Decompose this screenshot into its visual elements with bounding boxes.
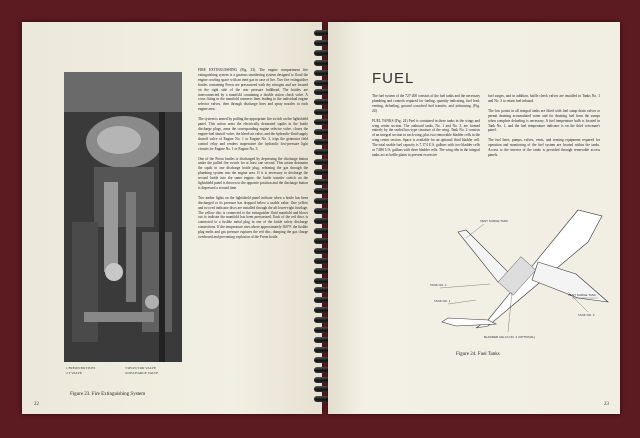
paragraph [488, 138, 600, 158]
paragraph-text: The fuel lines, pumps, valves, vents, and sensing equipment required for operation and monitoring of the fuel system are located within the tanks. Access to the interior of the tanks is provided through removable access panels. [488, 138, 600, 158]
paragraph-text: fuel surges, and in addition, baffle check valves are installed in Tanks No. 1 and No. 3 to retain fuel inboard. [488, 94, 600, 103]
paragraph [198, 196, 308, 240]
paragraph-text: The low points in all integral tanks are fitted with fuel sump drain valves to permit draining accumulated water and for draining fuel from the sumps when complete defueling is necessary. A fuel temperature bulb is located in Tank No. 1, and the fuel temperature indicator is on the third crewman's panel. [488, 108, 600, 133]
paragraph [488, 109, 600, 134]
body-text-column-1 [372, 94, 480, 163]
legend-item: 2 T VALVE [66, 371, 83, 375]
figure-caption: Figure 23. Fire Extinguishing System [70, 392, 146, 397]
legend-item: 1 FREON BOTTLES [66, 366, 96, 370]
paragraph-heading: FUEL TANKS [372, 118, 394, 123]
section-title: FUEL [372, 70, 415, 87]
paragraph-text: (Fig. 23). The engine compartment fire extinguishing system is a gaseous smothering system designed to flood the engine cowling space with an inert gas in case of fire. Two fire extinguisher bottles containing Freon are pressurized with dry nitrogen and are located on the right side of the rear pressure bulkhead. The bottles are interconnected by a manifold containing a double action check valve. A cross fitting in the manifold connects lines leading to the individual engine selector valves, then through discharge lines and spray nozzles to each engine area. [198, 68, 308, 112]
legend-item: 3 SELECTOR VALVE [124, 366, 157, 370]
paragraph [372, 94, 480, 114]
figure-caption: Figure 24. Fuel Tanks [456, 352, 500, 357]
body-text-column [198, 68, 308, 245]
paragraph [198, 157, 308, 191]
body-text-column-2 [488, 94, 600, 163]
paragraph-text: The fuel system of the 727-200 consists of the fuel tanks and the necessary plumbing and controls required for fueling, quantity indicating, fuel feed, venting, defueling, ground crossfeed fuel transfer, and jettisoning. (Fig. 24) [372, 94, 480, 113]
paragraph-heading: FIRE EXTINGUISHING [198, 68, 238, 72]
paragraph [198, 68, 308, 112]
legend-item: 4 DISCHARGE VALVE [124, 371, 159, 375]
page-number: 23 [604, 402, 609, 407]
paragraph [488, 94, 600, 104]
diagram-label: VENT SURGE TANK [568, 293, 597, 297]
paragraph-text: The system is armed by pulling the appropriate fire switch on the lightshield panel. This action arms the electrically detonated squibs in the bottle discharge plugs, arms the corresponding engine selector valve, closes the engine-fuel shutoff valve, the bleed-air valve, and the hydraulic-fluid supply shutoff valve of Engine No. 1 or Engine No. 3, trips the generator field control relay and renders inoperative the hydraulic low-pressure light circuits for Engine No. 1 or Engine No. 3. [198, 117, 308, 151]
left-page [22, 22, 322, 414]
fuel-tanks-diagram [428, 202, 612, 342]
photo-legend [66, 366, 186, 376]
page-number: 22 [34, 402, 39, 407]
open-manual [22, 22, 620, 414]
paragraph [198, 117, 308, 151]
paragraph [372, 119, 480, 158]
right-page [328, 22, 620, 414]
fire-extinguishing-photo [64, 72, 182, 362]
diagram-label: BLADDER CELLS NO. 2 (OPTIONAL) [484, 335, 536, 339]
paragraph-text: Two amber lights on the lightshield panel indicate when a bottle has been discharged or its pressure has dropped below a usable value. One yellow and two red indicator discs are installed through the aft lower-right fuselage. The yellow disc is connected to the extinguisher fluid manifold and blows out to indicate the manifold has been pressurized. Each of the red discs is connected to a fusible metal plug in one of the bottle safety discharge connections. If the temperature rises above approximately 360°F. the fusible plug melts and gas pressure ruptures the red disc, dumping the gas charge overboard and preventing explosion of the Freon bottle. [198, 195, 308, 240]
paragraph-text: (Fig. 24) Fuel is contained in three tanks in the wings and wing center section. The outboard tanks, No. 1 and No. 3, are formed entirely by the sealed box-type structure of the wing. Tank No. 2 consists of an integral section in each wing, plus two removable bladder cells in the wing center section. Space is available for an optional third bladder cell. The total usable fuel capacity is 7,174 U.S. gallons with two bladder cells or 7,680 U.S. gallons with three bladder cells. The wing ribs in the integral tanks act as baffle plates to prevent excessive [372, 118, 480, 157]
diagram-label: TANK NO. 3 [578, 313, 595, 317]
diagram-label: TANK NO. 2 [430, 283, 447, 287]
diagram-label: VENT SURGE TANK [480, 219, 509, 223]
diagram-label: TANK NO. 1 [434, 299, 451, 303]
paragraph-text: One of the Freon bottles is discharged by depressing the discharge button under the pulled fire switch for at least one second. This action detonates the squib in one discharge bottle plug, releasing the gas through the plumbing system into the engine area. If it is necessary to discharge the second bottle into the same engine, the bottle transfer switch on the lightshield panel is thrown to the opposite position and the discharge button is depressed a second time. [198, 156, 308, 190]
